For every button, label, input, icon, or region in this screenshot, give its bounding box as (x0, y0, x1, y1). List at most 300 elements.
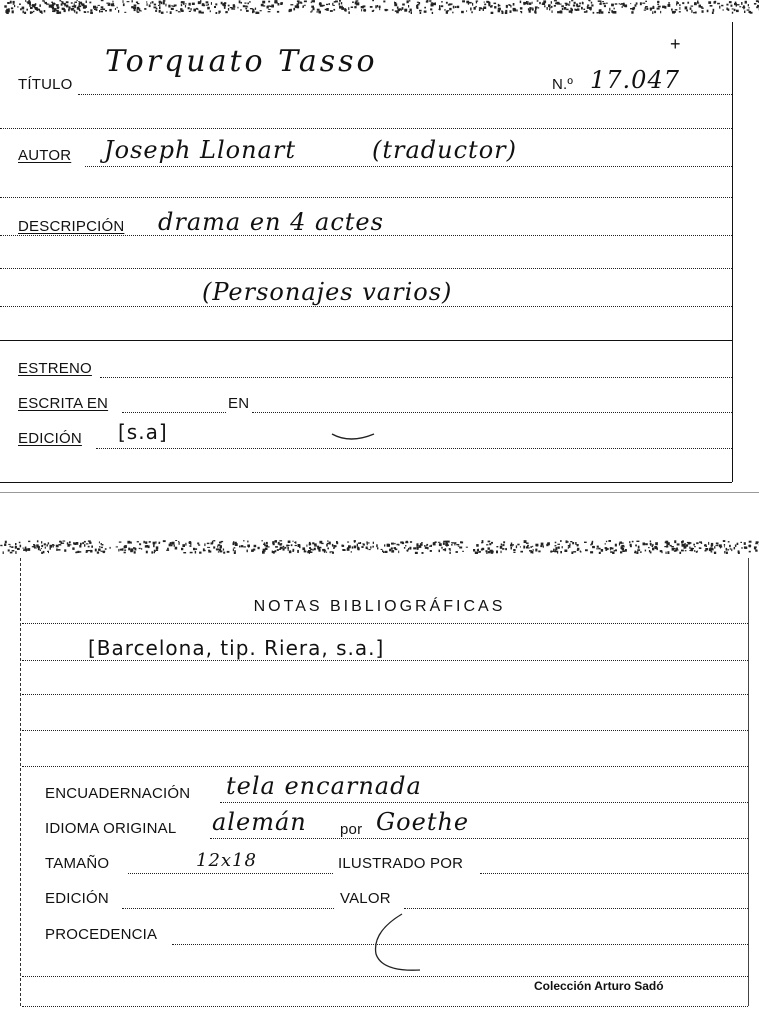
scan-speck (675, 9, 678, 10)
scan-speck (439, 9, 441, 10)
scan-speck (322, 549, 324, 550)
scan-speck (146, 551, 148, 554)
scan-speck (267, 6, 268, 9)
scan-speck (268, 546, 270, 547)
scan-speck (134, 551, 136, 553)
scan-speck (265, 548, 268, 550)
scan-speck (76, 551, 77, 553)
scan-speck (418, 2, 420, 4)
scan-speck (435, 541, 437, 543)
scan-speck (636, 551, 638, 554)
scan-speck (234, 552, 236, 554)
scan-speck (419, 545, 422, 548)
scan-speck (213, 546, 215, 548)
scan-speck (56, 4, 59, 6)
scan-speck (394, 2, 395, 3)
scan-speck (77, 7, 79, 10)
scan-speck (524, 3, 525, 6)
scan-speck (373, 542, 374, 544)
scan-speck (357, 544, 358, 547)
scan-speck (552, 10, 553, 13)
scan-speck (742, 7, 743, 8)
scan-speck (332, 544, 333, 547)
scan-speck (461, 11, 464, 13)
numero-handwritten: 17.047 (590, 66, 680, 94)
scan-speck (10, 552, 13, 554)
scan-speck (724, 551, 725, 554)
scan-speck (538, 7, 539, 8)
scan-speck (14, 5, 15, 7)
scan-speck (79, 545, 81, 548)
scan-speck (531, 8, 534, 9)
scan-speck (91, 546, 93, 548)
scan-speck (513, 552, 515, 553)
scan-speck (547, 7, 548, 10)
scan-speck (247, 541, 248, 543)
scan-speck (224, 7, 226, 9)
scan-speck (528, 8, 529, 10)
scan-speck (569, 1, 570, 4)
scan-speck (134, 8, 136, 11)
scan-speck (106, 3, 109, 4)
scan-speck (52, 5, 54, 7)
scan-speck (20, 8, 22, 10)
scan-speck (67, 542, 69, 544)
scan-speck (74, 6, 76, 8)
scan-speck (61, 543, 64, 544)
scan-speck (366, 541, 367, 543)
scan-speck (731, 549, 732, 552)
scan-speck (25, 0, 26, 2)
scan-speck (250, 8, 253, 9)
en-label: EN (228, 395, 250, 412)
scan-speck (119, 542, 122, 543)
scan-speck (520, 551, 523, 553)
scan-speck (185, 3, 187, 4)
scan-speck (203, 5, 205, 7)
scan-speck (676, 548, 678, 551)
scan-speck (204, 543, 205, 546)
idioma-original-label: IDIOMA ORIGINAL (45, 820, 177, 837)
scan-speck (667, 551, 669, 554)
scan-speck (402, 7, 404, 10)
scan-speck (243, 5, 246, 7)
scan-speck (569, 10, 571, 12)
scan-speck (354, 546, 357, 549)
scan-speck (37, 540, 39, 542)
scan-speck (630, 546, 632, 548)
scan-speck (608, 540, 611, 542)
scan-speck (591, 2, 592, 4)
scan-speck (445, 541, 447, 544)
scan-speck (64, 549, 66, 552)
scan-speck (150, 2, 151, 4)
scan-speck (635, 545, 637, 547)
scan-speck (584, 542, 587, 543)
scan-speck (89, 541, 90, 542)
scan-speck (756, 6, 758, 8)
scan-speck (630, 8, 632, 9)
scan-speck (354, 540, 356, 542)
scan-speck (4, 5, 7, 7)
scan-speck (155, 541, 156, 543)
scan-speck (98, 549, 101, 551)
estreno-label: ESTRENO (18, 360, 92, 377)
scan-speck (688, 542, 690, 545)
scan-speck (564, 7, 567, 10)
card-edge (0, 492, 759, 493)
scan-speck (716, 543, 719, 545)
scan-speck (679, 4, 680, 6)
scan-speck (36, 544, 39, 547)
scan-speck (429, 546, 432, 547)
scan-speck (404, 9, 407, 12)
scan-speck (520, 7, 523, 9)
scan-speck (404, 547, 405, 549)
scan-speck (304, 5, 305, 6)
scan-speck (45, 547, 46, 549)
scan-speck (153, 542, 156, 545)
scan-speck (154, 550, 156, 552)
scan-speck (625, 549, 627, 552)
scan-speck (34, 547, 37, 548)
scan-speck (505, 548, 507, 550)
scan-speck (749, 551, 751, 553)
scan-speck (506, 7, 507, 8)
scan-speck (207, 547, 210, 548)
scan-speck (444, 9, 446, 10)
scan-speck (96, 8, 98, 11)
card-right-border (732, 22, 733, 482)
scan-speck (86, 543, 89, 544)
estreno-line (100, 377, 732, 378)
scan-speck (391, 543, 394, 545)
scan-speck (739, 6, 741, 7)
scan-speck (260, 10, 262, 11)
scan-speck (175, 547, 177, 549)
scan-speck (548, 542, 549, 543)
scan-speck (24, 12, 26, 14)
scan-speck (490, 6, 492, 8)
scan-speck (443, 541, 445, 542)
scan-speck (748, 4, 749, 6)
scan-speck (233, 6, 235, 8)
scan-speck (710, 547, 713, 548)
scan-speck (714, 1, 716, 4)
scan-speck (348, 7, 349, 10)
scan-speck (67, 5, 69, 7)
scan-speck (361, 546, 363, 548)
scan-speck (28, 541, 30, 542)
scan-speck (33, 11, 34, 12)
scan-speck (379, 7, 380, 10)
scan-speck (90, 12, 93, 14)
scan-speck (413, 547, 416, 549)
scan-speck (139, 543, 141, 545)
scan-speck (56, 545, 59, 548)
scan-speck (417, 7, 419, 9)
scan-speck (278, 542, 280, 544)
scan-speck (406, 550, 408, 551)
scan-speck (188, 7, 190, 9)
tamano-handwritten: 12x18 (196, 850, 257, 871)
scan-speck (749, 7, 750, 8)
scan-speck (645, 550, 646, 552)
scan-speck (483, 7, 486, 10)
ruled-line (22, 730, 748, 731)
scan-speck (183, 552, 186, 553)
card-bottom-line (22, 1006, 748, 1007)
autor-handwritten: Joseph Llonart (104, 136, 296, 164)
scan-speck (732, 8, 734, 9)
scan-speck (385, 9, 387, 11)
scan-speck (163, 0, 166, 2)
scan-speck (156, 549, 158, 551)
scan-speck (735, 545, 737, 547)
scan-speck (409, 547, 411, 550)
scan-speck (681, 550, 684, 552)
scan-speck (654, 546, 657, 549)
scan-speck (687, 2, 689, 4)
scan-speck (644, 10, 646, 11)
scan-speck (192, 3, 195, 5)
scan-speck (561, 5, 564, 7)
scan-speck (426, 1, 428, 3)
valor-label: VALOR (340, 890, 391, 907)
scan-speck (661, 551, 662, 553)
scan-speck (708, 1, 711, 4)
scan-speck (666, 552, 667, 554)
scan-speck (513, 544, 514, 546)
scan-speck (439, 543, 442, 546)
scan-speck (577, 544, 579, 546)
scan-speck (471, 11, 473, 13)
scan-speck (246, 10, 249, 12)
scan-speck (277, 11, 279, 13)
scan-speck (300, 2, 302, 4)
scan-speck (689, 550, 692, 551)
scan-speck (410, 9, 412, 12)
scan-speck (223, 552, 225, 554)
scan-speck (679, 7, 680, 10)
scan-speck (28, 1, 29, 4)
scan-speck (237, 7, 238, 9)
scan-speck (163, 540, 166, 542)
scan-speck (611, 4, 614, 7)
scan-speck (100, 11, 103, 13)
scan-speck (498, 4, 499, 7)
scan-speck (240, 9, 242, 10)
scan-speck (7, 2, 10, 4)
descripcion-line (0, 235, 732, 236)
scan-speck (655, 542, 658, 545)
scan-speck (510, 10, 512, 13)
scan-speck (528, 547, 530, 548)
scan-speck (446, 544, 447, 547)
scan-speck (63, 541, 66, 542)
scan-speck (599, 3, 601, 5)
scan-speck (219, 542, 222, 544)
scan-speck (557, 3, 560, 5)
scan-speck (313, 0, 315, 2)
scan-speck (41, 541, 42, 543)
scan-speck (182, 544, 185, 547)
scan-speck (588, 7, 591, 9)
scan-speck (736, 10, 739, 12)
scan-speck (137, 7, 140, 10)
scan-speck (288, 549, 289, 551)
scan-speck (243, 546, 246, 547)
escrita-en-label: ESCRITA EN (18, 395, 109, 412)
scan-speck (476, 544, 479, 547)
scan-speck (488, 547, 490, 549)
scan-speck (309, 552, 310, 554)
scan-speck (573, 5, 575, 7)
scan-speck (266, 542, 268, 544)
scan-speck (691, 6, 694, 7)
scan-speck (156, 546, 159, 549)
scan-speck (97, 552, 99, 554)
scan-speck (241, 2, 242, 4)
scan-speck (441, 1, 443, 2)
scan-speck (494, 3, 497, 5)
scan-speck (22, 7, 25, 10)
scan-speck (58, 549, 61, 551)
scan-speck (549, 9, 550, 11)
scan-speck (71, 2, 73, 3)
scan-speck (421, 542, 423, 543)
scan-speck (357, 4, 359, 5)
scan-speck (754, 3, 756, 5)
scan-speck (540, 545, 542, 547)
scan-speck (498, 9, 500, 12)
scan-speck (297, 550, 299, 553)
scan-speck (551, 1, 552, 4)
scan-speck (566, 541, 569, 542)
scan-speck (582, 2, 583, 5)
scan-speck (105, 10, 107, 12)
scan-speck (450, 548, 451, 551)
scan-speck (554, 0, 557, 1)
scan-speck (6, 9, 9, 11)
scan-speck (263, 544, 265, 545)
scan-speck (239, 546, 241, 548)
scan-speck (172, 542, 175, 545)
scan-speck (283, 546, 285, 548)
ruled-line (0, 197, 732, 198)
scan-speck (44, 543, 46, 545)
scan-speck (185, 543, 186, 546)
scan-speck (745, 1, 747, 4)
scan-speck (59, 0, 61, 1)
scan-speck (530, 551, 532, 553)
scan-speck (570, 8, 572, 10)
scan-speck (124, 550, 126, 551)
scan-speck (453, 6, 455, 9)
scan-speck (175, 548, 176, 549)
scan-speck (744, 542, 746, 545)
scan-speck (327, 548, 329, 550)
scan-speck (143, 541, 145, 544)
scan-speck (511, 544, 512, 546)
scan-speck (19, 4, 21, 5)
scan-speck (614, 8, 615, 10)
card-bottom-border (0, 482, 732, 483)
scan-speck (741, 2, 742, 5)
scan-speck (329, 3, 330, 5)
scan-speck (486, 550, 488, 552)
scan-speck (635, 4, 637, 6)
scan-speck (573, 551, 576, 552)
scan-speck (538, 551, 540, 553)
scan-speck (516, 545, 517, 548)
scan-speck (180, 8, 182, 11)
scan-speck (326, 544, 328, 547)
scan-speck (159, 3, 160, 6)
scan-speck (262, 551, 265, 554)
scan-speck (334, 545, 336, 548)
scan-speck (28, 0, 30, 1)
scan-speck (17, 6, 19, 7)
scan-speck (455, 6, 457, 8)
scan-speck (116, 546, 118, 547)
edicion-line-back (122, 908, 334, 909)
pencil-stroke-mark (330, 428, 378, 444)
scan-speck (724, 546, 725, 547)
scan-speck (358, 542, 360, 544)
scan-speck (123, 0, 124, 3)
scan-speck (633, 7, 635, 9)
scan-speck (520, 546, 521, 547)
scan-speck (699, 5, 702, 8)
scan-speck (171, 8, 174, 10)
ilustrado-por-label: ILUSTRADO POR (338, 855, 464, 872)
scan-speck (749, 11, 752, 13)
scan-speck (539, 2, 541, 4)
scan-speck (333, 5, 335, 6)
scan-speck (273, 543, 275, 545)
scan-speck (11, 7, 13, 9)
scan-speck (304, 1, 307, 3)
scan-speck (152, 1, 154, 3)
scan-speck (211, 542, 213, 543)
scan-speck (612, 552, 614, 554)
scan-speck (29, 1, 31, 4)
scan-speck (319, 11, 321, 14)
scan-speck (86, 6, 87, 8)
scan-speck (70, 544, 72, 545)
scan-speck (195, 548, 197, 550)
scan-speck (562, 546, 563, 548)
scan-speck (8, 549, 10, 551)
scan-speck (44, 10, 46, 12)
scan-speck (452, 543, 453, 544)
scan-speck (199, 552, 201, 554)
scan-speck (153, 544, 155, 547)
scan-speck (149, 542, 151, 543)
scan-speck (23, 11, 24, 14)
scan-speck (598, 0, 601, 2)
scan-speck (723, 9, 724, 10)
scan-speck (714, 546, 715, 548)
scan-speck (131, 6, 133, 8)
scan-speck (694, 546, 696, 547)
scan-speck (555, 542, 557, 544)
scan-speck (356, 0, 359, 1)
scanned-card-top-edge (0, 540, 759, 554)
scan-speck (120, 549, 123, 551)
scanned-card-top-edge (0, 0, 759, 14)
